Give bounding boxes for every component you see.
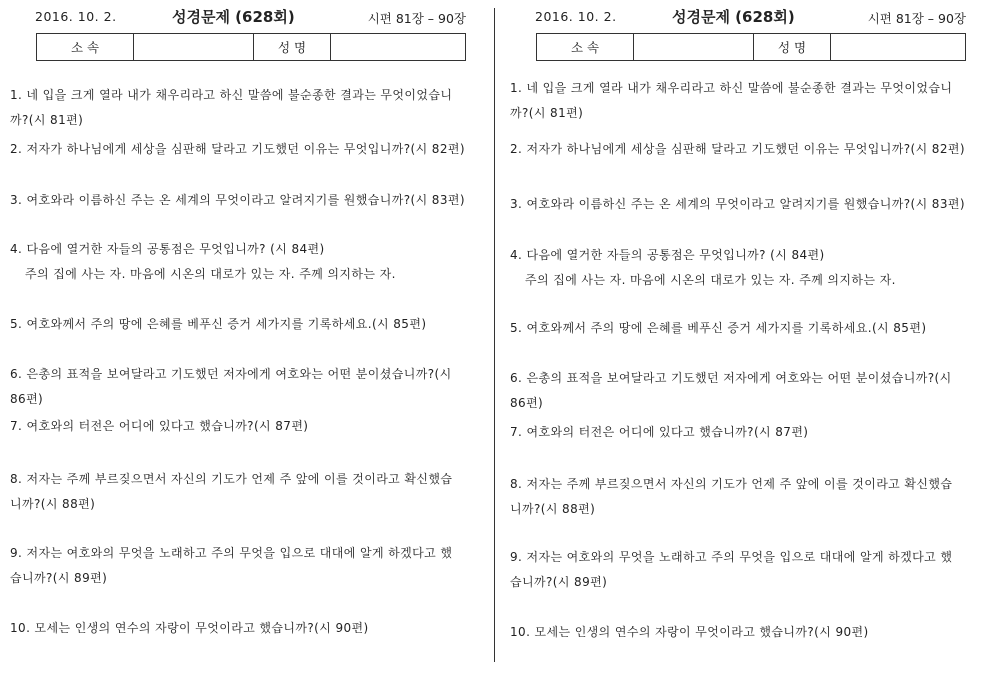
question-line: 습니까?(시 89편) — [10, 571, 108, 585]
question-6 — [10, 362, 484, 412]
question-line: 8. 저자는 주께 부르짖으면서 자신의 기도가 언제 주 앞에 이를 것이라고 확신했습 — [10, 472, 453, 486]
question-line: 10. 모세는 인생의 연수의 자랑이 무엇이라고 했습니까?(시 90편) — [510, 625, 869, 639]
question-line: 5. 여호와께서 주의 땅에 은혜를 베푸신 증거 세가지를 기록하세요.(시 85편) — [510, 321, 927, 335]
question-line: 7. 여호와의 터전은 어디에 있다고 했습니까?(시 87편) — [10, 419, 309, 433]
question-line: 4. 다음에 열거한 자들의 공통점은 무엇입니까? (시 84편) — [510, 248, 825, 262]
question-line: 까?(시 81편) — [510, 106, 584, 120]
name-label: 성 명 — [754, 34, 831, 61]
name-label: 성 명 — [254, 34, 331, 61]
question-7 — [510, 420, 984, 445]
question-line: 3. 여호와라 이름하신 주는 온 세계의 무엇이라고 알려지기를 원했습니까?(시 83편) — [10, 193, 465, 207]
question-1 — [10, 83, 484, 133]
question-line: 7. 여호와의 터전은 어디에 있다고 했습니까?(시 87편) — [510, 425, 809, 439]
quiz-title: 성경문제 (628회) — [172, 8, 295, 26]
name-field[interactable] — [331, 34, 466, 61]
question-8 — [10, 467, 484, 517]
quiz-date: 2016. 10. 2. — [35, 9, 117, 24]
question-line: 니까?(시 88편) — [10, 497, 96, 511]
question-5 — [510, 316, 984, 341]
question-line: 86편) — [10, 392, 44, 406]
question-8 — [510, 472, 984, 522]
question-line: 2. 저자가 하나님에게 세상을 심판해 달라고 기도했던 이유는 무엇입니까?(시 82편) — [10, 142, 465, 156]
affiliation-field[interactable] — [134, 34, 254, 61]
question-line: 2. 저자가 하나님에게 세상을 심판해 달라고 기도했던 이유는 무엇입니까?(시 82편) — [510, 142, 965, 156]
question-line: 주의 집에 사는 자. 마음에 시온의 대로가 있는 자. 주께 의지하는 자. — [525, 273, 896, 287]
affiliation-label: 소 속 — [537, 34, 634, 61]
question-line: 까?(시 81편) — [10, 113, 84, 127]
quiz-sheet-right — [508, 0, 986, 683]
question-line: 8. 저자는 주께 부르짖으면서 자신의 기도가 언제 주 앞에 이를 것이라고 확신했습 — [510, 477, 953, 491]
question-3 — [10, 188, 484, 213]
quiz-date: 2016. 10. 2. — [535, 9, 617, 24]
info-table — [36, 33, 466, 61]
affiliation-field[interactable] — [634, 34, 754, 61]
question-line: 주의 집에 사는 자. 마음에 시온의 대로가 있는 자. 주께 의지하는 자. — [25, 267, 396, 281]
quiz-sheet-left — [8, 0, 486, 683]
question-line: 10. 모세는 인생의 연수의 자랑이 무엇이라고 했습니까?(시 90편) — [10, 621, 369, 635]
question-line: 4. 다음에 열거한 자들의 공통점은 무엇입니까? (시 84편) — [10, 242, 325, 256]
question-line: 1. 네 입을 크게 열라 내가 채우리라고 하신 말씀에 불순종한 결과는 무엇이었습니 — [510, 81, 953, 95]
column-divider — [494, 8, 495, 662]
name-field[interactable] — [831, 34, 966, 61]
question-1 — [510, 76, 984, 126]
question-line: 5. 여호와께서 주의 땅에 은혜를 베푸신 증거 세가지를 기록하세요.(시 85편) — [10, 317, 427, 331]
question-5 — [10, 312, 484, 337]
question-line: 3. 여호와라 이름하신 주는 온 세계의 무엇이라고 알려지기를 원했습니까?(시 83편) — [510, 197, 965, 211]
question-line: 9. 저자는 여호와의 무엇을 노래하고 주의 무엇을 입으로 대대에 알게 하겠다고 했 — [10, 546, 453, 560]
chapter-range: 시편 81장 – 90장 — [367, 11, 466, 26]
question-line: 9. 저자는 여호와의 무엇을 노래하고 주의 무엇을 입으로 대대에 알게 하겠다고 했 — [510, 550, 953, 564]
question-line: 6. 은총의 표적을 보여달라고 기도했던 저자에게 여호와는 어떤 분이셨습니까?(시 — [510, 371, 952, 385]
quiz-title: 성경문제 (628회) — [672, 8, 795, 26]
question-3 — [510, 192, 984, 217]
question-line: 6. 은총의 표적을 보여달라고 기도했던 저자에게 여호와는 어떤 분이셨습니까?(시 — [10, 367, 452, 381]
chapter-range: 시편 81장 – 90장 — [867, 11, 966, 26]
question-line: 86편) — [510, 396, 544, 410]
question-2 — [510, 137, 984, 162]
question-7 — [10, 414, 484, 439]
sheet-header — [8, 6, 486, 28]
question-2 — [10, 137, 484, 162]
question-9 — [10, 541, 484, 591]
info-table — [536, 33, 966, 61]
question-4 — [510, 243, 984, 293]
question-9 — [510, 545, 984, 595]
question-line: 1. 네 입을 크게 열라 내가 채우리라고 하신 말씀에 불순종한 결과는 무엇이었습니 — [10, 88, 453, 102]
affiliation-label: 소 속 — [37, 34, 134, 61]
question-10 — [10, 616, 484, 641]
question-line: 니까?(시 88편) — [510, 502, 596, 516]
question-line: 습니까?(시 89편) — [510, 575, 608, 589]
sheet-header — [508, 6, 986, 28]
question-4 — [10, 237, 484, 287]
question-6 — [510, 366, 984, 416]
question-10 — [510, 620, 984, 645]
